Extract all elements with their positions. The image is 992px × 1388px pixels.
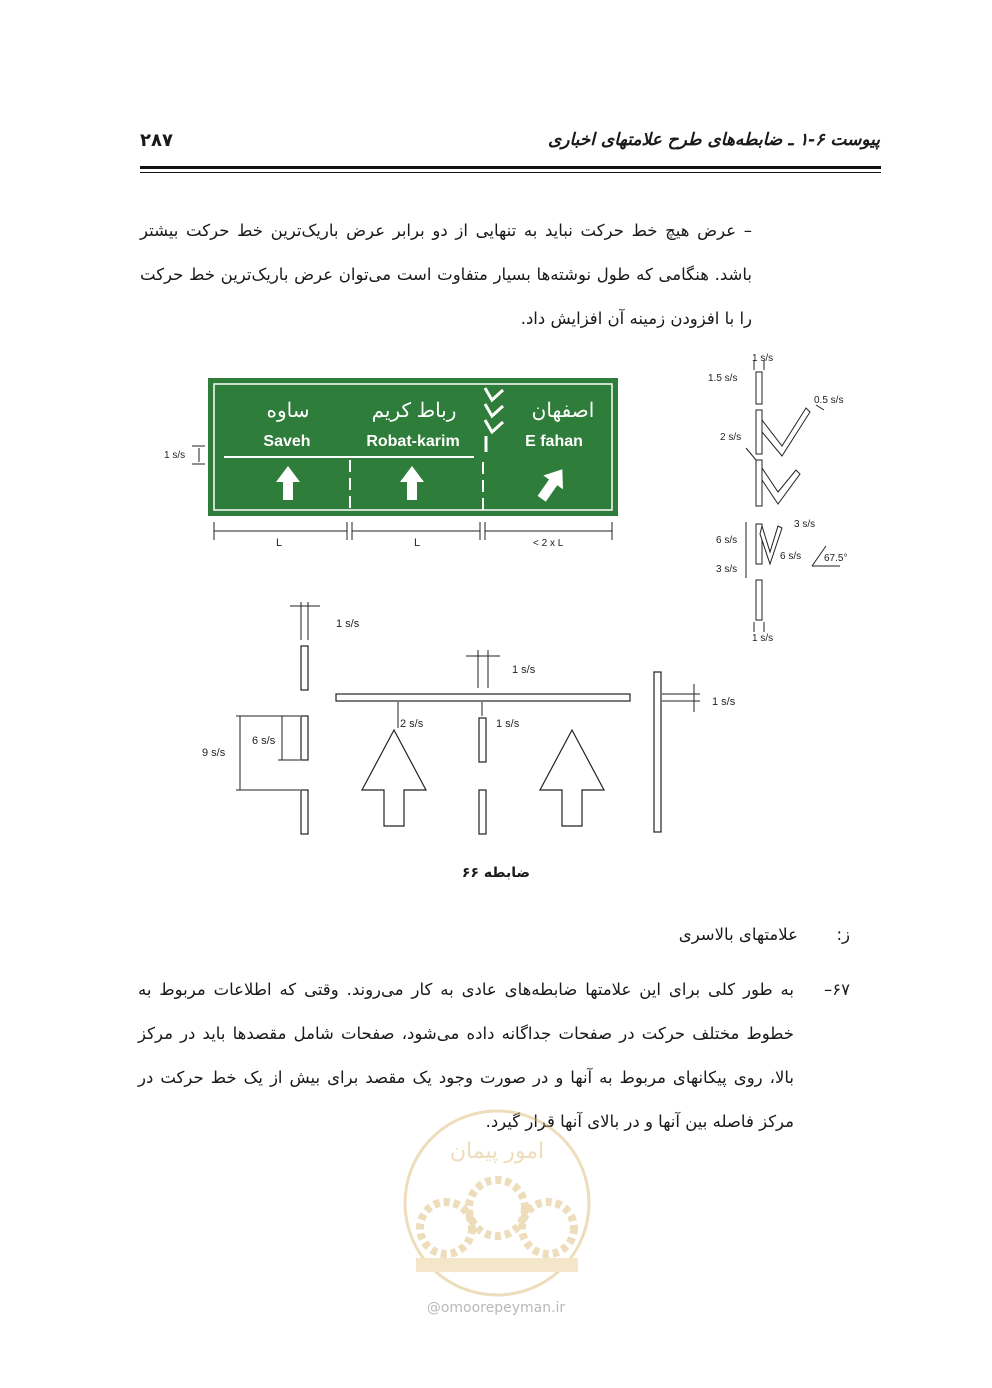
dest-en-saveh: Saveh xyxy=(263,433,311,450)
chev-angle: 67.5° xyxy=(824,553,848,564)
chev-gap: 2 s/s xyxy=(720,432,742,443)
lane-arrow-gap: 2 s/s xyxy=(400,718,424,730)
lane-border-width: 1 s/s xyxy=(712,696,736,708)
lane-detail-drawing xyxy=(301,646,661,834)
section-heading xyxy=(450,925,850,944)
section-letter: ز: xyxy=(836,925,850,944)
figure-caption: ضابطه ۶۶ xyxy=(461,865,531,881)
dest-fa-saveh: ساوه xyxy=(266,400,310,422)
dim-line-gap: 1 s/s xyxy=(164,450,186,461)
chev-bottom-width: 1 s/s xyxy=(752,633,774,644)
figure-66 xyxy=(0,340,992,860)
paragraph-overhead-signs: به طور کلی برای این علامتها ضابطه‌های عادی به کار می‌روند. وقتی که اطلاعات مربوط به خطوط مختلف حرکت در صفحات جداگانه داده می‌شود، صفحات شامل مقصدها باید در مرکز بالا، روی پیکانهای مربوط به آنها و در صورت وجود یک مقصد برای بیش از یک خط حرکت در مرکز فاصله بین آنها و در بالای آنها قرار گیرد. xyxy=(138,980,794,1131)
lane-center-width: 1 s/s xyxy=(512,664,536,676)
detail-arrow-left xyxy=(362,730,426,826)
dest-en-robat: Robat-karim xyxy=(366,433,460,450)
section-title: علامتهای بالاسری xyxy=(678,925,798,944)
chev-gap-label: 3 s/s xyxy=(794,519,816,530)
chev-seg-gap: 3 s/s xyxy=(716,564,738,575)
guide-sign xyxy=(208,378,618,516)
chev-offset: 1.5 s/s xyxy=(708,373,738,384)
header-rule-thin xyxy=(140,172,881,173)
dim-lane1: L xyxy=(276,537,283,549)
chev-length: 6 s/s xyxy=(780,551,802,562)
dest-en-esfahan: E fahan xyxy=(525,433,583,450)
running-header-title: پیوست ۶-۱ ـ ضابطه‌های طرح علامتهای اخباری xyxy=(547,130,880,150)
chev-top-width: 1 s/s xyxy=(752,353,774,364)
dim-lane3: < 2 x L xyxy=(533,538,564,549)
dest-fa-robat: رباط کریم xyxy=(371,400,457,422)
dim-lane2: L xyxy=(414,537,421,549)
lane-dash-length: 6 s/s xyxy=(252,735,276,747)
page-number: ۲۸۷ xyxy=(140,130,173,151)
header-rule-thick xyxy=(140,166,881,169)
paragraph-lane-width: – عرض هیچ خط حرکت نباید به تنهایی از دو برابر عرض باریک‌ترین خط حرکت بیشتر باشد. هنگامی که طول نوشته‌ها بسیار متفاوت است می‌توان عرض باریک‌ترین خط حرکت را با افزودن زمینه آن افزایش داد. xyxy=(140,221,752,328)
svg-text:امور پیمان: امور پیمان xyxy=(449,1138,545,1163)
lane-dash-period: 9 s/s xyxy=(202,747,226,759)
lane-dash-gap: 1 s/s xyxy=(496,718,520,730)
chev-seg-length: 6 s/s xyxy=(716,535,738,546)
detail-arrow-right xyxy=(540,730,604,826)
sign-line-dimension xyxy=(192,446,205,464)
dest-fa-esfahan: اصفهان xyxy=(531,400,595,422)
paragraph-number: ۶۷– xyxy=(824,980,850,999)
chev-thickness: 0.5 s/s xyxy=(814,395,844,406)
watermark-logo xyxy=(386,1108,608,1298)
lane-dash-width: 1 s/s xyxy=(336,618,360,630)
watermark-site: @omoorepeyman.ir xyxy=(426,1300,566,1316)
